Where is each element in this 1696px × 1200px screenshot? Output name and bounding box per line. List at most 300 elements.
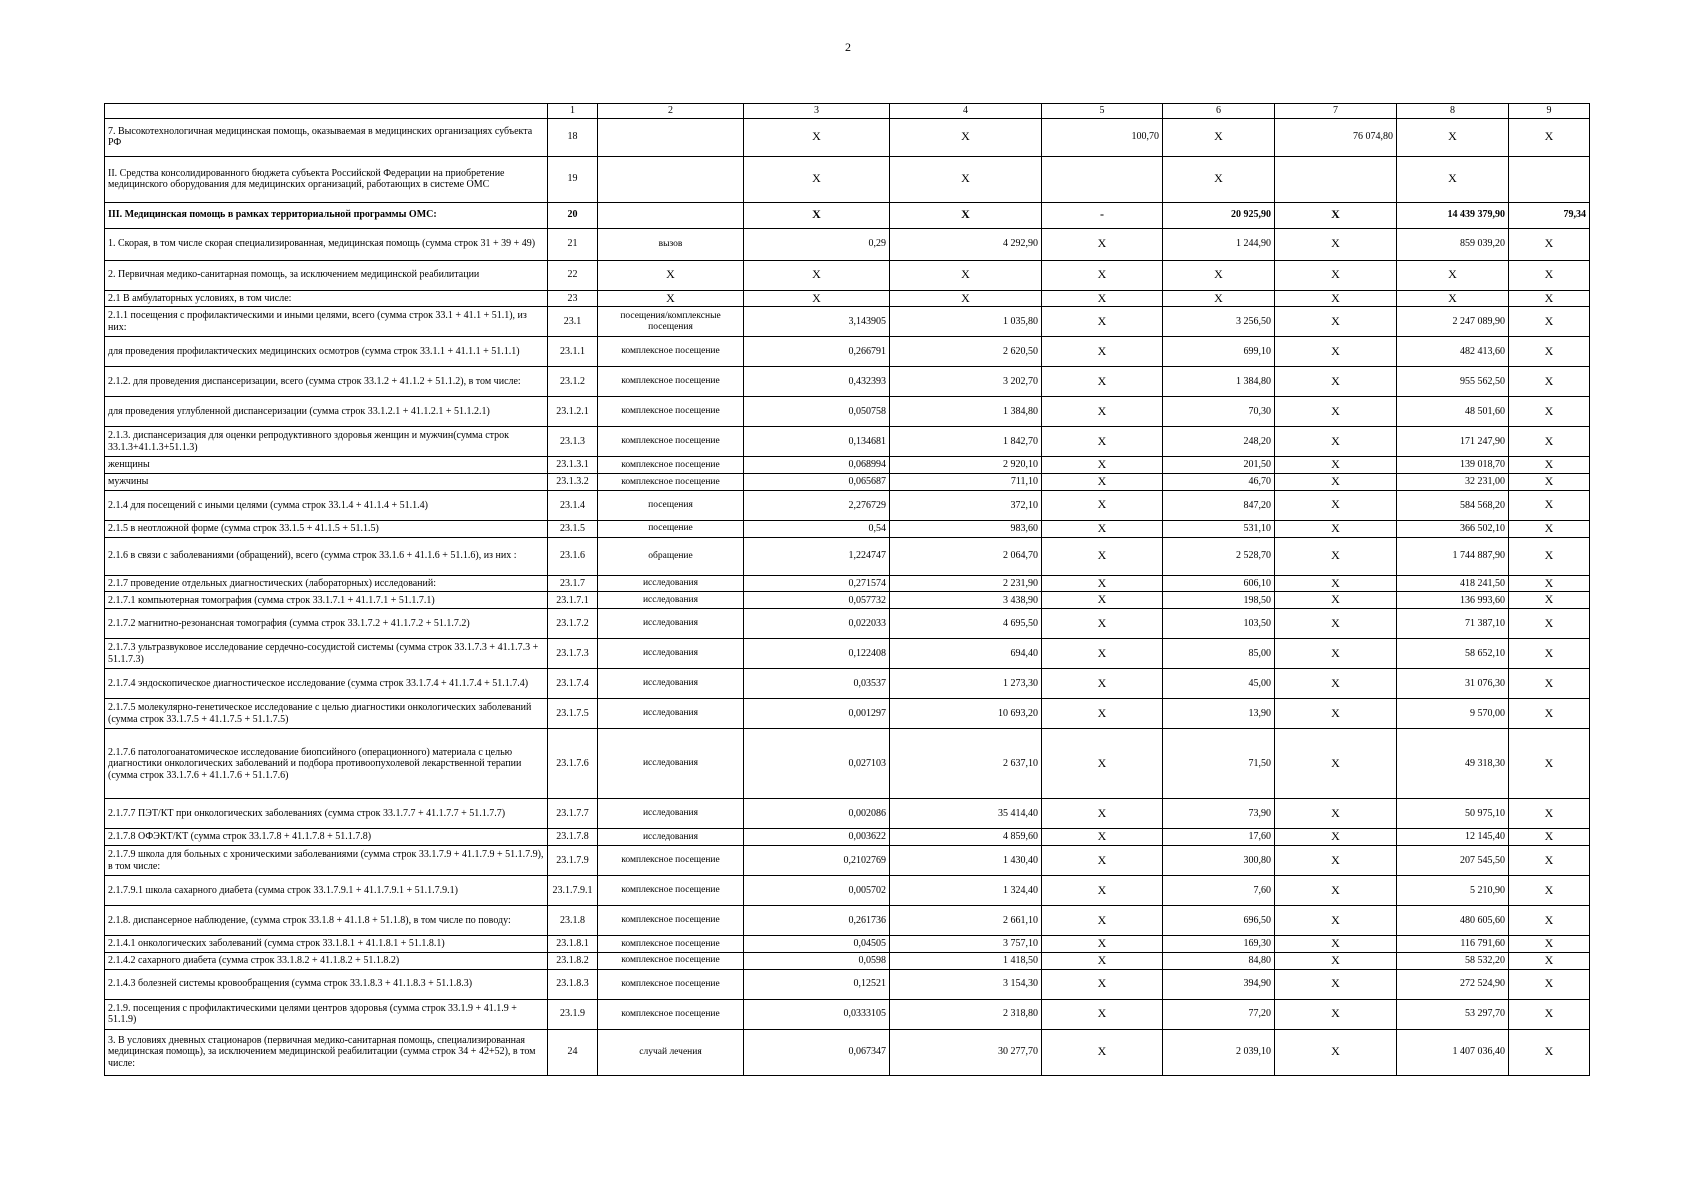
cell-col-5: X — [1042, 290, 1163, 307]
cell-col-9: X — [1509, 936, 1590, 953]
cell-norm-volume: X — [744, 290, 890, 307]
cell-name: III. Медицинская помощь в рамках территориальной программы ОМС: — [105, 202, 548, 228]
cell-norm-cost: 1 035,80 — [890, 307, 1042, 337]
cell-norm-volume: X — [744, 260, 890, 290]
cell-col-5: X — [1042, 876, 1163, 906]
cell-row-code: 23.1.3.2 — [548, 474, 598, 491]
cell-col-6: 169,30 — [1163, 936, 1275, 953]
cell-col-7: X — [1275, 427, 1397, 457]
header-cell-col-9: 9 — [1509, 104, 1590, 119]
cell-col-9: X — [1509, 952, 1590, 969]
cell-row-code: 23.1.7.9.1 — [548, 876, 598, 906]
cell-row-code: 23.1.2 — [548, 367, 598, 397]
cell-unit: комплексное посещение — [598, 337, 744, 367]
table-row — [105, 156, 1590, 202]
cell-col-8: 2 247 089,90 — [1397, 307, 1509, 337]
table-row — [105, 829, 1590, 846]
cell-col-9: X — [1509, 490, 1590, 520]
page-number: 2 — [845, 40, 851, 54]
cell-col-6: 71,50 — [1163, 729, 1275, 799]
cell-norm-volume: 0,003622 — [744, 829, 890, 846]
cell-norm-volume: 0,067347 — [744, 1029, 890, 1075]
cell-row-code: 23.1.7.5 — [548, 699, 598, 729]
cell-norm-volume: 0,266791 — [744, 337, 890, 367]
cell-unit: исследования — [598, 699, 744, 729]
cell-unit: комплексное посещение — [598, 397, 744, 427]
cell-unit: комплексное посещение — [598, 846, 744, 876]
cell-norm-cost: 2 661,10 — [890, 906, 1042, 936]
cell-name: 2.1.7.4 эндоскопическое диагностическое исследование (сумма строк 33.1.7.4 + 41.1.7.4 + 51.1.7.4) — [105, 669, 548, 699]
cell-col-5: X — [1042, 609, 1163, 639]
cell-col-8: 5 210,90 — [1397, 876, 1509, 906]
cell-col-5: X — [1042, 699, 1163, 729]
cell-col-5: X — [1042, 1029, 1163, 1075]
cell-col-8: 58 532,20 — [1397, 952, 1509, 969]
cell-col-9: X — [1509, 118, 1590, 156]
cell-col-8: 14 439 379,90 — [1397, 202, 1509, 228]
cell-name: мужчины — [105, 474, 548, 491]
cell-unit — [598, 118, 744, 156]
cell-col-7: X — [1275, 699, 1397, 729]
cell-col-9: X — [1509, 699, 1590, 729]
cell-col-7: X — [1275, 575, 1397, 592]
cell-col-9: X — [1509, 397, 1590, 427]
cell-name: 2.1.7.1 компьютерная томография (сумма строк 33.1.7.1 + 41.1.7.1 + 51.1.7.1) — [105, 592, 548, 609]
cell-row-code: 23.1.7.2 — [548, 609, 598, 639]
cell-col-5: 100,70 — [1042, 118, 1163, 156]
header-cell-unit: 2 — [598, 104, 744, 119]
cell-norm-volume: 0,2102769 — [744, 846, 890, 876]
cell-unit: комплексное посещение — [598, 969, 744, 999]
table-row — [105, 307, 1590, 337]
cell-col-5: X — [1042, 799, 1163, 829]
cell-name: 2.1.9. посещения с профилактическими целями центров здоровья (сумма строк 33.1.9 + 41.1.9 + 51.1.9) — [105, 999, 548, 1029]
cell-name: 2.1.2. для проведения диспансеризации, всего (сумма строк 33.1.2 + 41.1.2 + 51.1.2), в том числе: — [105, 367, 548, 397]
cell-row-code: 23.1.7.6 — [548, 729, 598, 799]
cell-col-5: - — [1042, 202, 1163, 228]
cell-name: женщины — [105, 457, 548, 474]
cell-col-5: X — [1042, 537, 1163, 575]
cell-col-8: 272 524,90 — [1397, 969, 1509, 999]
cell-col-5: X — [1042, 906, 1163, 936]
cell-norm-volume: 0,54 — [744, 520, 890, 537]
cell-norm-volume: 0,050758 — [744, 397, 890, 427]
cell-col-8: 139 018,70 — [1397, 457, 1509, 474]
cell-norm-volume: 0,0598 — [744, 952, 890, 969]
cell-name: 2.1.7.3 ультразвуковое исследование сердечно-сосудистой системы (сумма строк 33.1.7.3 + 41.1.7.3 + 51.1.7.3) — [105, 639, 548, 669]
cell-name: 2.1.3. диспансеризация для оценки репродуктивного здоровья женщин и мужчин(сумма строк 33.1.3+41.1.3+51.1.3) — [105, 427, 548, 457]
cell-row-code: 23.1.7 — [548, 575, 598, 592]
cell-name: 2.1.4.3 болезней системы кровообращения (сумма строк 33.1.8.3 + 41.1.8.3 + 51.1.8.3) — [105, 969, 548, 999]
table-row — [105, 474, 1590, 491]
cell-row-code: 23.1.8.2 — [548, 952, 598, 969]
cell-col-9: X — [1509, 876, 1590, 906]
cell-col-9: X — [1509, 228, 1590, 260]
cell-col-6: 699,10 — [1163, 337, 1275, 367]
cell-norm-volume: 0,005702 — [744, 876, 890, 906]
cell-norm-cost: 711,10 — [890, 474, 1042, 491]
cell-norm-volume: 2,276729 — [744, 490, 890, 520]
cell-name: 2.1 В амбулаторных условиях, в том числе: — [105, 290, 548, 307]
table-row — [105, 639, 1590, 669]
cell-col-5: X — [1042, 307, 1163, 337]
cell-unit: комплексное посещение — [598, 999, 744, 1029]
cell-row-code: 23.1.3 — [548, 427, 598, 457]
cell-col-8: 366 502,10 — [1397, 520, 1509, 537]
cell-col-5: X — [1042, 639, 1163, 669]
cell-col-8: 418 241,50 — [1397, 575, 1509, 592]
cell-col-9: X — [1509, 999, 1590, 1029]
cell-col-8: X — [1397, 290, 1509, 307]
cell-name: 2.1.8. диспансерное наблюдение, (сумма строк 33.1.8 + 41.1.8 + 51.1.8), в том числе по поводу: — [105, 906, 548, 936]
cell-row-code: 19 — [548, 156, 598, 202]
table-row — [105, 876, 1590, 906]
cell-row-code: 23.1.9 — [548, 999, 598, 1029]
cell-norm-volume: 0,12521 — [744, 969, 890, 999]
cell-unit: посещение — [598, 520, 744, 537]
table-row — [105, 260, 1590, 290]
table-row — [105, 799, 1590, 829]
cell-row-code: 23.1.8 — [548, 906, 598, 936]
cell-norm-cost: 2 318,80 — [890, 999, 1042, 1029]
cell-name: 2.1.7.9.1 школа сахарного диабета (сумма строк 33.1.7.9.1 + 41.1.7.9.1 + 51.1.7.9.1) — [105, 876, 548, 906]
cell-name: 2.1.7.2 магнитно-резонансная томография (сумма строк 33.1.7.2 + 41.1.7.2 + 51.1.7.2) — [105, 609, 548, 639]
cell-col-7: X — [1275, 202, 1397, 228]
cell-norm-cost: 3 154,30 — [890, 969, 1042, 999]
cell-col-5: X — [1042, 337, 1163, 367]
cell-col-5: X — [1042, 427, 1163, 457]
cell-col-7: X — [1275, 609, 1397, 639]
cell-unit: X — [598, 260, 744, 290]
cell-row-code: 23.1.1 — [548, 337, 598, 367]
cell-col-6: 201,50 — [1163, 457, 1275, 474]
cell-col-9: X — [1509, 829, 1590, 846]
cell-unit: исследования — [598, 729, 744, 799]
data-table — [104, 103, 1590, 1076]
cell-col-7: X — [1275, 669, 1397, 699]
cell-row-code: 22 — [548, 260, 598, 290]
cell-row-code: 23.1.7.1 — [548, 592, 598, 609]
cell-col-9: X — [1509, 799, 1590, 829]
header-cell-norm-volume: 3 — [744, 104, 890, 119]
cell-name: 7. Высокотехнологичная медицинская помощь, оказываемая в медицинских организациях субъекта РФ — [105, 118, 548, 156]
cell-col-6: 2 039,10 — [1163, 1029, 1275, 1075]
cell-unit: исследования — [598, 609, 744, 639]
cell-col-8: 48 501,60 — [1397, 397, 1509, 427]
cell-unit: вызов — [598, 228, 744, 260]
cell-col-8: X — [1397, 118, 1509, 156]
cell-col-7 — [1275, 156, 1397, 202]
cell-unit: комплексное посещение — [598, 367, 744, 397]
cell-col-5: X — [1042, 260, 1163, 290]
cell-col-9: X — [1509, 906, 1590, 936]
header-cell-col-8: 8 — [1397, 104, 1509, 119]
cell-col-8: 12 145,40 — [1397, 829, 1509, 846]
cell-col-8: 71 387,10 — [1397, 609, 1509, 639]
cell-col-5: X — [1042, 474, 1163, 491]
cell-col-8: 1 744 887,90 — [1397, 537, 1509, 575]
cell-col-7: X — [1275, 490, 1397, 520]
cell-norm-volume: 0,271574 — [744, 575, 890, 592]
cell-norm-cost: 1 418,50 — [890, 952, 1042, 969]
cell-col-6: 847,20 — [1163, 490, 1275, 520]
cell-unit: комплексное посещение — [598, 876, 744, 906]
cell-unit: X — [598, 290, 744, 307]
cell-name: для проведения углубленной диспансеризации (сумма строк 33.1.2.1 + 41.1.2.1 + 51.1.2.1) — [105, 397, 548, 427]
cell-col-7: X — [1275, 592, 1397, 609]
table-row — [105, 520, 1590, 537]
cell-col-9: X — [1509, 520, 1590, 537]
cell-col-6: X — [1163, 260, 1275, 290]
cell-unit: комплексное посещение — [598, 936, 744, 953]
cell-col-7: X — [1275, 952, 1397, 969]
cell-col-7: X — [1275, 457, 1397, 474]
cell-col-7: X — [1275, 906, 1397, 936]
cell-norm-cost: 1 324,40 — [890, 876, 1042, 906]
cell-norm-cost: 983,60 — [890, 520, 1042, 537]
cell-norm-cost: 4 859,60 — [890, 829, 1042, 846]
cell-norm-cost: 3 757,10 — [890, 936, 1042, 953]
cell-col-9: X — [1509, 367, 1590, 397]
cell-col-6: 1 384,80 — [1163, 367, 1275, 397]
cell-col-5: X — [1042, 829, 1163, 846]
cell-col-8: 9 570,00 — [1397, 699, 1509, 729]
cell-col-7: 76 074,80 — [1275, 118, 1397, 156]
cell-name: 2.1.7.5 молекулярно-генетическое исследование с целью диагностики онкологических заболеваний (сумма строк 33.1.7.5 + 41.1.7.5 + 51.1.7.5) — [105, 699, 548, 729]
cell-col-8: 482 413,60 — [1397, 337, 1509, 367]
cell-col-9: X — [1509, 474, 1590, 491]
cell-norm-volume: 0,134681 — [744, 427, 890, 457]
cell-norm-cost: 35 414,40 — [890, 799, 1042, 829]
table-row — [105, 228, 1590, 260]
cell-unit: комплексное посещение — [598, 457, 744, 474]
cell-norm-cost: 10 693,20 — [890, 699, 1042, 729]
cell-col-8: 480 605,60 — [1397, 906, 1509, 936]
cell-norm-cost: 2 620,50 — [890, 337, 1042, 367]
cell-row-code: 23.1.2.1 — [548, 397, 598, 427]
cell-col-6: X — [1163, 290, 1275, 307]
table-row — [105, 592, 1590, 609]
cell-name: для проведения профилактических медицинских осмотров (сумма строк 33.1.1 + 41.1.1 + 51.1.1) — [105, 337, 548, 367]
cell-col-7: X — [1275, 228, 1397, 260]
cell-col-6: 13,90 — [1163, 699, 1275, 729]
cell-col-9: X — [1509, 337, 1590, 367]
table-row — [105, 202, 1590, 228]
cell-name: 2.1.4.2 сахарного диабета (сумма строк 33.1.8.2 + 41.1.8.2 + 51.1.8.2) — [105, 952, 548, 969]
cell-col-6: 85,00 — [1163, 639, 1275, 669]
table-row — [105, 575, 1590, 592]
header-row — [105, 104, 1590, 119]
cell-row-code: 23.1.7.9 — [548, 846, 598, 876]
cell-norm-cost: 372,10 — [890, 490, 1042, 520]
cell-col-9: X — [1509, 260, 1590, 290]
cell-norm-volume: 0,432393 — [744, 367, 890, 397]
cell-col-7: X — [1275, 936, 1397, 953]
cell-norm-cost: 1 273,30 — [890, 669, 1042, 699]
cell-col-7: X — [1275, 520, 1397, 537]
cell-norm-cost: X — [890, 118, 1042, 156]
cell-norm-volume: 0,001297 — [744, 699, 890, 729]
cell-col-8: 955 562,50 — [1397, 367, 1509, 397]
cell-col-6: 394,90 — [1163, 969, 1275, 999]
cell-col-6: X — [1163, 156, 1275, 202]
cell-name: 3. В условиях дневных стационаров (первичная медико-санитарная помощь, специализированная медицинская помощь), за исключением медицинской реабилитации (сумма строк 34 + 42+52), в том числе: — [105, 1029, 548, 1075]
cell-name: 2.1.7 проведение отдельных диагностических (лабораторных) исследований: — [105, 575, 548, 592]
header-cell-col-6: 6 — [1163, 104, 1275, 119]
cell-norm-cost: 2 637,10 — [890, 729, 1042, 799]
table-row — [105, 427, 1590, 457]
cell-col-9: X — [1509, 669, 1590, 699]
cell-col-5: X — [1042, 669, 1163, 699]
cell-col-6: 248,20 — [1163, 427, 1275, 457]
cell-col-6: 45,00 — [1163, 669, 1275, 699]
table-row — [105, 699, 1590, 729]
cell-col-9: X — [1509, 609, 1590, 639]
cell-norm-cost: 4 695,50 — [890, 609, 1042, 639]
cell-norm-volume: 0,04505 — [744, 936, 890, 953]
cell-norm-volume: 0,022033 — [744, 609, 890, 639]
cell-col-6: 3 256,50 — [1163, 307, 1275, 337]
cell-norm-cost: X — [890, 156, 1042, 202]
cell-name: 2.1.7.8 ОФЭКТ/КТ (сумма строк 33.1.7.8 + 41.1.7.8 + 51.1.7.8) — [105, 829, 548, 846]
cell-row-code: 23.1.7.4 — [548, 669, 598, 699]
header-cell-col-5: 5 — [1042, 104, 1163, 119]
table-row — [105, 337, 1590, 367]
cell-name: 2.1.5 в неотложной форме (сумма строк 33.1.5 + 41.1.5 + 51.1.5) — [105, 520, 548, 537]
cell-norm-cost: 3 438,90 — [890, 592, 1042, 609]
cell-row-code: 23 — [548, 290, 598, 307]
cell-unit — [598, 156, 744, 202]
cell-col-6: 17,60 — [1163, 829, 1275, 846]
header-cell-name — [105, 104, 548, 119]
cell-col-6: 7,60 — [1163, 876, 1275, 906]
cell-norm-volume: X — [744, 202, 890, 228]
cell-norm-volume: X — [744, 118, 890, 156]
cell-name: 2.1.4.1 онкологических заболеваний (сумма строк 33.1.8.1 + 41.1.8.1 + 51.1.8.1) — [105, 936, 548, 953]
cell-col-7: X — [1275, 969, 1397, 999]
cell-col-8: 859 039,20 — [1397, 228, 1509, 260]
cell-norm-volume: 1,224747 — [744, 537, 890, 575]
cell-col-9: 79,34 — [1509, 202, 1590, 228]
table-body — [105, 104, 1590, 1076]
cell-name: 2.1.4 для посещений с иными целями (сумма строк 33.1.4 + 41.1.4 + 51.1.4) — [105, 490, 548, 520]
cell-name: 2.1.7.7 ПЭТ/КТ при онкологических заболеваниях (сумма строк 33.1.7.7 + 41.1.7.7 + 51.1.7.7) — [105, 799, 548, 829]
cell-col-5: X — [1042, 367, 1163, 397]
header-cell-row-code: 1 — [548, 104, 598, 119]
cell-unit: комплексное посещение — [598, 474, 744, 491]
cell-col-9: X — [1509, 537, 1590, 575]
table-row — [105, 537, 1590, 575]
cell-col-8: 171 247,90 — [1397, 427, 1509, 457]
cell-col-9: X — [1509, 969, 1590, 999]
cell-norm-volume: 0,03537 — [744, 669, 890, 699]
cell-row-code: 23.1.8.1 — [548, 936, 598, 953]
cell-col-7: X — [1275, 537, 1397, 575]
header-cell-norm-cost: 4 — [890, 104, 1042, 119]
cell-col-6: 70,30 — [1163, 397, 1275, 427]
cell-norm-volume: 0,002086 — [744, 799, 890, 829]
cell-col-5: X — [1042, 846, 1163, 876]
cell-row-code: 23.1.8.3 — [548, 969, 598, 999]
cell-unit: исследования — [598, 592, 744, 609]
table-row — [105, 969, 1590, 999]
table-row — [105, 846, 1590, 876]
cell-col-9: X — [1509, 575, 1590, 592]
cell-norm-cost: 1 842,70 — [890, 427, 1042, 457]
cell-norm-cost: 2 231,90 — [890, 575, 1042, 592]
cell-row-code: 23.1.4 — [548, 490, 598, 520]
cell-norm-cost: X — [890, 260, 1042, 290]
table-row — [105, 457, 1590, 474]
cell-col-6: 300,80 — [1163, 846, 1275, 876]
cell-col-5: X — [1042, 228, 1163, 260]
cell-col-6: 606,10 — [1163, 575, 1275, 592]
cell-row-code: 23.1.5 — [548, 520, 598, 537]
table-row — [105, 669, 1590, 699]
table-row — [105, 729, 1590, 799]
cell-col-7: X — [1275, 367, 1397, 397]
cell-col-8: 50 975,10 — [1397, 799, 1509, 829]
cell-col-5: X — [1042, 490, 1163, 520]
cell-norm-cost: 1 384,80 — [890, 397, 1042, 427]
cell-norm-cost: X — [890, 290, 1042, 307]
cell-col-9 — [1509, 156, 1590, 202]
cell-row-code: 20 — [548, 202, 598, 228]
cell-name: 2. Первичная медико-санитарная помощь, за исключением медицинской реабилитации — [105, 260, 548, 290]
cell-row-code: 23.1.7.3 — [548, 639, 598, 669]
cell-col-5: X — [1042, 575, 1163, 592]
cell-col-6: 73,90 — [1163, 799, 1275, 829]
cell-row-code: 23.1.6 — [548, 537, 598, 575]
cell-col-5: X — [1042, 729, 1163, 799]
cell-col-8: 53 297,70 — [1397, 999, 1509, 1029]
cell-col-8: 584 568,20 — [1397, 490, 1509, 520]
cell-unit: посещения/комплексные посещения — [598, 307, 744, 337]
cell-col-5: X — [1042, 592, 1163, 609]
cell-col-5: X — [1042, 520, 1163, 537]
cell-norm-volume: 0,29 — [744, 228, 890, 260]
cell-col-7: X — [1275, 829, 1397, 846]
cell-col-5 — [1042, 156, 1163, 202]
cell-col-7: X — [1275, 799, 1397, 829]
cell-name: 2.1.1 посещения с профилактическими и иными целями, всего (сумма строк 33.1 + 41.1 + 51.1), из них: — [105, 307, 548, 337]
cell-name: 1. Скорая, в том числе скорая специализированная, медицинская помощь (сумма строк 31 + 39 + 49) — [105, 228, 548, 260]
cell-norm-cost: X — [890, 202, 1042, 228]
cell-norm-cost: 694,40 — [890, 639, 1042, 669]
cell-row-code: 23.1.3.1 — [548, 457, 598, 474]
cell-col-7: X — [1275, 876, 1397, 906]
cell-norm-cost: 3 202,70 — [890, 367, 1042, 397]
cell-row-code: 24 — [548, 1029, 598, 1075]
cell-col-9: X — [1509, 457, 1590, 474]
cell-col-8: 136 993,60 — [1397, 592, 1509, 609]
cell-col-9: X — [1509, 639, 1590, 669]
cell-col-5: X — [1042, 457, 1163, 474]
cell-col-7: X — [1275, 260, 1397, 290]
cell-row-code: 23.1.7.8 — [548, 829, 598, 846]
cell-col-6: 1 244,90 — [1163, 228, 1275, 260]
cell-row-code: 18 — [548, 118, 598, 156]
cell-col-9: X — [1509, 592, 1590, 609]
cell-norm-cost: 4 292,90 — [890, 228, 1042, 260]
cell-unit: посещения — [598, 490, 744, 520]
cell-col-9: X — [1509, 1029, 1590, 1075]
cell-norm-volume: 0,065687 — [744, 474, 890, 491]
cell-col-8: 116 791,60 — [1397, 936, 1509, 953]
cell-col-5: X — [1042, 397, 1163, 427]
cell-norm-volume: 0,027103 — [744, 729, 890, 799]
table-row — [105, 290, 1590, 307]
